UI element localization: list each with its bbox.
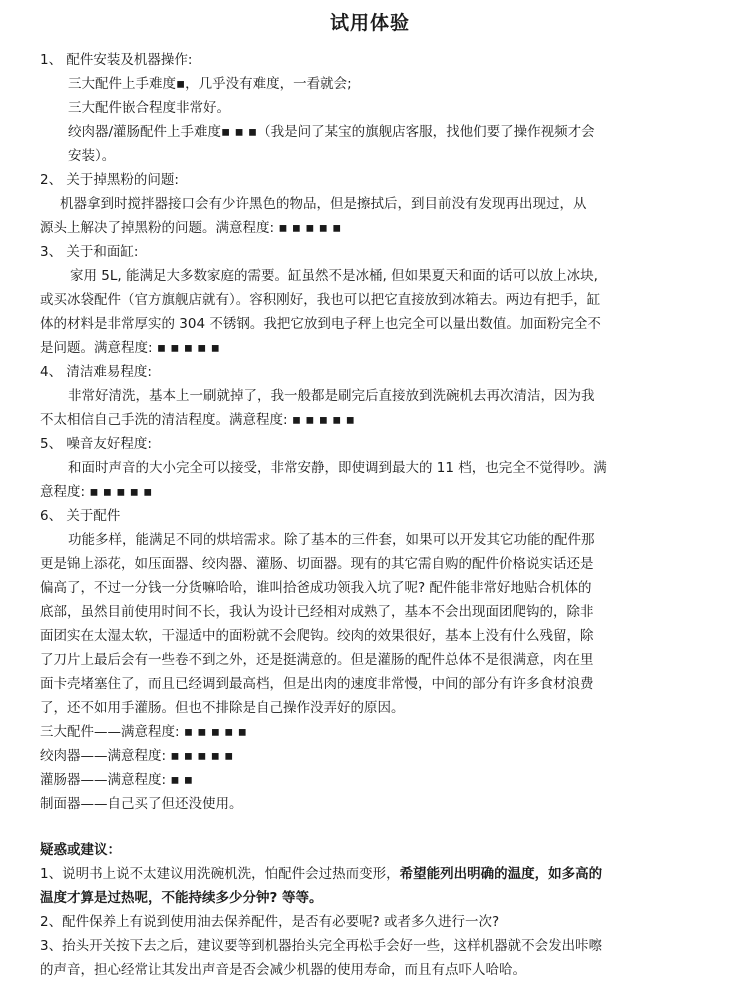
section-6-line: 更是锦上添花，如压面器、绞肉器、灌肠、切面器。现有的其它需自购的配件价格说实话还是 bbox=[40, 556, 594, 572]
section-1-line: 安装）。 bbox=[68, 148, 116, 164]
section-5-line: 和面时声音的大小完全可以接受，非常安静，即使调到最大的 11 档，也完全不觉得吵。满 bbox=[68, 460, 607, 476]
question-3-line-1: 3、抬头开关按下去之后，建议要等到机器抬头完全再松手会好一些，这样机器就不会发出咔嚓 bbox=[40, 938, 603, 954]
section-3-line: 是问题。满意程度: ▪ ▪ ▪ ▪ ▪ bbox=[40, 340, 220, 356]
section-2-heading: 2、 关于掉黑粉的问题: bbox=[40, 172, 179, 188]
section-1-heading: 1、 配件安装及机器操作: bbox=[40, 52, 193, 68]
section-1-line: 绞肉器/灌肠配件上手难度▪ ▪ ▪（我是问了某宝的旗舰店客服，找他们要了操作视频才会 bbox=[68, 124, 595, 140]
section-3-line: 家用 5L, 能满足大多数家庭的需要。缸虽然不是冰桶, 但如果夏天和面的话可以放上冰块, bbox=[70, 268, 598, 284]
section-6-line: 面卡壳堵塞住了，而且已经调到最高档，但是出肉的速度非常慢，中间的部分有许多食材浪费 bbox=[40, 676, 594, 692]
question-2: 2、配件保养上有说到使用油去保养配件，是否有必要呢? 或者多久进行一次? bbox=[40, 914, 500, 930]
section-5-line: 意程度: ▪ ▪ ▪ ▪ ▪ bbox=[40, 484, 153, 500]
rating-meat-grinder: 绞肉器——满意程度: ▪ ▪ ▪ ▪ ▪ bbox=[40, 748, 234, 764]
section-2-line: 机器拿到时搅拌器接口会有少许黑色的物品，但是擦拭后，到目前没有发现再出现过，从 bbox=[60, 196, 587, 212]
section-5-heading: 5、 噪音友好程度: bbox=[40, 436, 152, 452]
question-1 bbox=[40, 864, 602, 884]
section-6-heading: 6、 关于配件 bbox=[40, 508, 121, 524]
section-2-line: 源头上解决了掉黑粉的问题。满意程度: ▪ ▪ ▪ ▪ ▪ bbox=[40, 220, 342, 236]
rating-noodle-maker: 制面器——自己买了但还没使用。 bbox=[40, 796, 243, 812]
rating-three-accessories: 三大配件——满意程度: ▪ ▪ ▪ ▪ ▪ bbox=[40, 724, 247, 740]
section-4-line: 不太相信自己手洗的清洁程度。满意程度: ▪ ▪ ▪ ▪ ▪ bbox=[40, 412, 355, 428]
section-1-line: 三大配件嵌合程度非常好。 bbox=[68, 100, 230, 116]
rating-sausage-stuffer: 灌肠器——满意程度: ▪ ▪ bbox=[40, 772, 193, 788]
section-6-line: 功能多样，能满足不同的烘培需求。除了基本的三件套，如果可以开发其它功能的配件那 bbox=[68, 532, 595, 548]
question-1-emphasis: 希望能列出明确的温度，如多高的 bbox=[399, 866, 603, 882]
question-1-line-2: 温度才算是过热呢，不能持续多少分钟? 等等。 bbox=[40, 890, 323, 906]
section-6-line: 底部，虽然目前使用时间不长，我认为设计已经相对成熟了，基本不会出现面团爬钩的，除非 bbox=[40, 604, 594, 620]
section-4-line: 非常好清洗，基本上一刷就掉了，我一般都是刷完后直接放到洗碗机去再次清洁，因为我 bbox=[68, 388, 595, 404]
section-3-line: 体的材料是非常厚实的 304 不锈钢。我把它放到电子秤上也完全可以量出数值。加面粉完全不 bbox=[40, 316, 601, 332]
section-6-line: 了，还不如用手灌肠。但也不排除是自己操作没弄好的原因。 bbox=[40, 700, 405, 716]
section-6-line: 了刀片上最后会有一些卷不到之外，还是挺满意的。但是灌肠的配件总体不是很满意，肉在里 bbox=[40, 652, 594, 668]
page-title: 试用体验 bbox=[329, 12, 410, 34]
questions-heading: 疑惑或建议： bbox=[40, 842, 121, 858]
section-1-line: 三大配件上手难度▪，几乎没有难度，一看就会; bbox=[68, 76, 352, 92]
question-1-text: 1、说明书上说不太建议用洗碗机洗，怕配件会过热而变形， bbox=[40, 866, 400, 882]
section-6-line: 面团实在太湿太软，干湿适中的面粉就不会爬钩。绞肉的效果很好，基本上没有什么残留，除 bbox=[40, 628, 594, 644]
section-3-heading: 3、 关于和面缸: bbox=[40, 244, 139, 260]
section-3-line: 或买冰袋配件（官方旗舰店就有）。容积刚好，我也可以把它直接放到冰箱去。两边有把手，缸 bbox=[40, 292, 601, 308]
section-6-line: 偏高了，不过一分钱一分货嘛哈哈，谁叫拾爸成功领我入坑了呢? 配件能非常好地贴合机体的 bbox=[40, 580, 592, 596]
question-3-line-2: 的声音，担心经常让其发出声音是否会减少机器的使用寿命，而且有点吓人哈哈。 bbox=[40, 962, 526, 978]
section-4-heading: 4、 清洁难易程度: bbox=[40, 364, 152, 380]
